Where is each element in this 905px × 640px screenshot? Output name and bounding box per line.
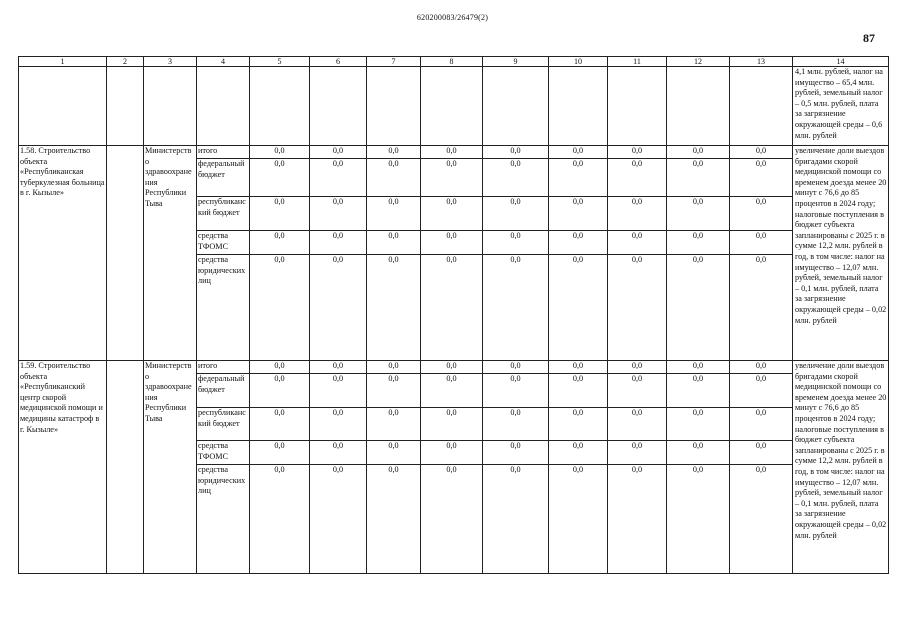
- funding-source: федеральный бюджет: [197, 159, 250, 197]
- funding-source: средства ТФОМС: [197, 231, 250, 255]
- funding-value: 0,0: [250, 408, 310, 441]
- column-number-header: 9: [483, 57, 549, 67]
- column-number-header: 8: [421, 57, 483, 67]
- funding-value: 0,0: [310, 441, 367, 465]
- funding-value: 0,0: [549, 146, 608, 159]
- funding-row: [19, 146, 889, 159]
- funding-value: 0,0: [310, 231, 367, 255]
- executor: Министерство здравоохранения Республики Тыва: [144, 146, 197, 361]
- funding-value: 0,0: [421, 361, 483, 374]
- funding-value: 0,0: [250, 441, 310, 465]
- funding-value: 0,0: [730, 361, 793, 374]
- funding-value: 0,0: [250, 159, 310, 197]
- funding-source: средства ТФОМС: [197, 441, 250, 465]
- column-number-header: 7: [367, 57, 421, 67]
- funding-value: 0,0: [608, 231, 667, 255]
- column-number-header: 1: [19, 57, 107, 67]
- funding-value: 0,0: [421, 255, 483, 361]
- funding-value: 0,0: [667, 408, 730, 441]
- funding-value: 0,0: [730, 197, 793, 231]
- funding-value: 0,0: [367, 197, 421, 231]
- funding-value: 0,0: [549, 408, 608, 441]
- funding-value: 0,0: [310, 374, 367, 408]
- funding-value: 0,0: [310, 465, 367, 574]
- funding-value: 0,0: [730, 441, 793, 465]
- funding-value: 0,0: [730, 159, 793, 197]
- funding-value: 0,0: [310, 197, 367, 231]
- funding-value: 0,0: [608, 441, 667, 465]
- funding-value: 0,0: [483, 146, 549, 159]
- funding-source: средства юридических лиц: [197, 465, 250, 574]
- funding-value: 0,0: [421, 408, 483, 441]
- funding-value: 0,0: [421, 231, 483, 255]
- funding-value: 0,0: [667, 146, 730, 159]
- funding-value: 0,0: [667, 374, 730, 408]
- funding-value: 0,0: [310, 255, 367, 361]
- column-number-header: 2: [107, 57, 144, 67]
- funding-value: 0,0: [483, 361, 549, 374]
- funding-value: 0,0: [367, 146, 421, 159]
- funding-value: 0,0: [310, 159, 367, 197]
- funding-source: средства юридических лиц: [197, 255, 250, 361]
- funding-source: итого: [197, 146, 250, 159]
- funding-value: 0,0: [667, 231, 730, 255]
- funding-value: 0,0: [730, 231, 793, 255]
- funding-value: 0,0: [608, 361, 667, 374]
- funding-value: 0,0: [730, 408, 793, 441]
- funding-value: 0,0: [667, 361, 730, 374]
- column-number-header: 11: [608, 57, 667, 67]
- funding-source: республиканский бюджет: [197, 197, 250, 231]
- funding-value: 0,0: [667, 255, 730, 361]
- funding-value: 0,0: [367, 361, 421, 374]
- funding-value: 0,0: [421, 441, 483, 465]
- empty-cell: [107, 146, 144, 361]
- funding-value: 0,0: [421, 465, 483, 574]
- funding-value: 0,0: [608, 374, 667, 408]
- funding-value: 0,0: [250, 361, 310, 374]
- funding-value: 0,0: [667, 465, 730, 574]
- funding-source: итого: [197, 361, 250, 374]
- funding-value: 0,0: [310, 361, 367, 374]
- funding-value: 0,0: [667, 197, 730, 231]
- funding-value: 0,0: [250, 255, 310, 361]
- funding-value: 0,0: [549, 255, 608, 361]
- column-number-header: 5: [250, 57, 310, 67]
- funding-value: 0,0: [421, 197, 483, 231]
- column-number-header: 13: [730, 57, 793, 67]
- funding-value: 0,0: [730, 374, 793, 408]
- funding-value: 0,0: [483, 197, 549, 231]
- continuation-note: 4,1 млн. рублей, налог на имущество – 65,4 млн. рублей, земельный налог – 0,5 млн. рублей, плата за загрязнение окружающей среды – 0,6 млн. рублей: [793, 67, 889, 146]
- column-number-header: 12: [667, 57, 730, 67]
- funding-value: 0,0: [483, 159, 549, 197]
- funding-value: 0,0: [549, 231, 608, 255]
- expected-effect: увеличение доли выездов бригадами скорой медицинской помощи со временем доезда менее 20 минут с 76,6 до 85 процентов в 2024 году; налоговые поступления в бюджет субъекта запланированы с 2025 г. в сумме 12,2 млн. рублей в год, в том числе: налог на имущество – 12,07 млн. рублей, земельный налог – 0,1 млн. рублей, плата за загрязнение окружающей среды – 0,02 млн. рублей: [793, 146, 889, 361]
- funding-value: 0,0: [730, 146, 793, 159]
- funding-value: 0,0: [367, 374, 421, 408]
- funding-value: 0,0: [310, 408, 367, 441]
- executor: Министерство здравоохранения Республики Тыва: [144, 361, 197, 574]
- column-number-header: 3: [144, 57, 197, 67]
- funding-value: 0,0: [608, 255, 667, 361]
- funding-value: 0,0: [549, 441, 608, 465]
- funding-value: 0,0: [250, 374, 310, 408]
- funding-value: 0,0: [549, 197, 608, 231]
- column-number-header: 14: [793, 57, 889, 67]
- funding-value: 0,0: [250, 197, 310, 231]
- funding-value: 0,0: [310, 146, 367, 159]
- column-number-header: 6: [310, 57, 367, 67]
- project-name: 1.59. Строительство объекта «Республиканский центр скорой медицинской помощи и медицины катастроф в г. Кызыле»: [19, 361, 107, 574]
- budget-table: [18, 56, 889, 574]
- expected-effect: увеличение доли выездов бригадами скорой медицинской помощи со временем доезда менее 20 минут с 76,6 до 85 процентов в 2024 году; налоговые поступления в бюджет субъекта запланированы с 2025 г. в сумме 12,2 млн. рублей в год, в том числе: налог на имущество – 12,07 млн. рублей, земельный налог – 0,1 млн. рублей, плата за загрязнение окружающей среды – 0,02 млн. рублей: [793, 361, 889, 574]
- funding-source: республиканский бюджет: [197, 408, 250, 441]
- funding-value: 0,0: [367, 465, 421, 574]
- empty-cell: [107, 361, 144, 574]
- continuation-row: [19, 67, 889, 146]
- funding-value: 0,0: [421, 159, 483, 197]
- funding-value: 0,0: [549, 465, 608, 574]
- funding-value: 0,0: [608, 146, 667, 159]
- page-number: 87: [863, 31, 875, 45]
- funding-value: 0,0: [367, 255, 421, 361]
- funding-value: 0,0: [367, 408, 421, 441]
- funding-value: 0,0: [608, 408, 667, 441]
- funding-value: 0,0: [483, 408, 549, 441]
- funding-value: 0,0: [421, 374, 483, 408]
- funding-value: 0,0: [250, 146, 310, 159]
- funding-value: 0,0: [483, 374, 549, 408]
- column-number-row: [19, 57, 889, 67]
- funding-value: 0,0: [421, 146, 483, 159]
- funding-value: 0,0: [367, 441, 421, 465]
- funding-value: 0,0: [608, 197, 667, 231]
- funding-value: 0,0: [730, 465, 793, 574]
- funding-value: 0,0: [483, 231, 549, 255]
- funding-value: 0,0: [483, 255, 549, 361]
- funding-value: 0,0: [367, 231, 421, 255]
- funding-value: 0,0: [549, 361, 608, 374]
- funding-value: 0,0: [667, 159, 730, 197]
- funding-source: федеральный бюджет: [197, 374, 250, 408]
- funding-value: 0,0: [730, 255, 793, 361]
- funding-value: 0,0: [549, 159, 608, 197]
- funding-value: 0,0: [250, 231, 310, 255]
- funding-value: 0,0: [608, 159, 667, 197]
- funding-value: 0,0: [483, 465, 549, 574]
- funding-value: 0,0: [667, 441, 730, 465]
- funding-value: 0,0: [549, 374, 608, 408]
- funding-value: 0,0: [367, 159, 421, 197]
- funding-value: 0,0: [483, 441, 549, 465]
- document-code: 620200083/26479(2): [416, 13, 489, 22]
- funding-value: 0,0: [608, 465, 667, 574]
- funding-row: [19, 361, 889, 374]
- project-name: 1.58. Строительство объекта «Республиканская туберкулезная больница в г. Кызыле»: [19, 146, 107, 361]
- column-number-header: 4: [197, 57, 250, 67]
- funding-value: 0,0: [250, 465, 310, 574]
- column-number-header: 10: [549, 57, 608, 67]
